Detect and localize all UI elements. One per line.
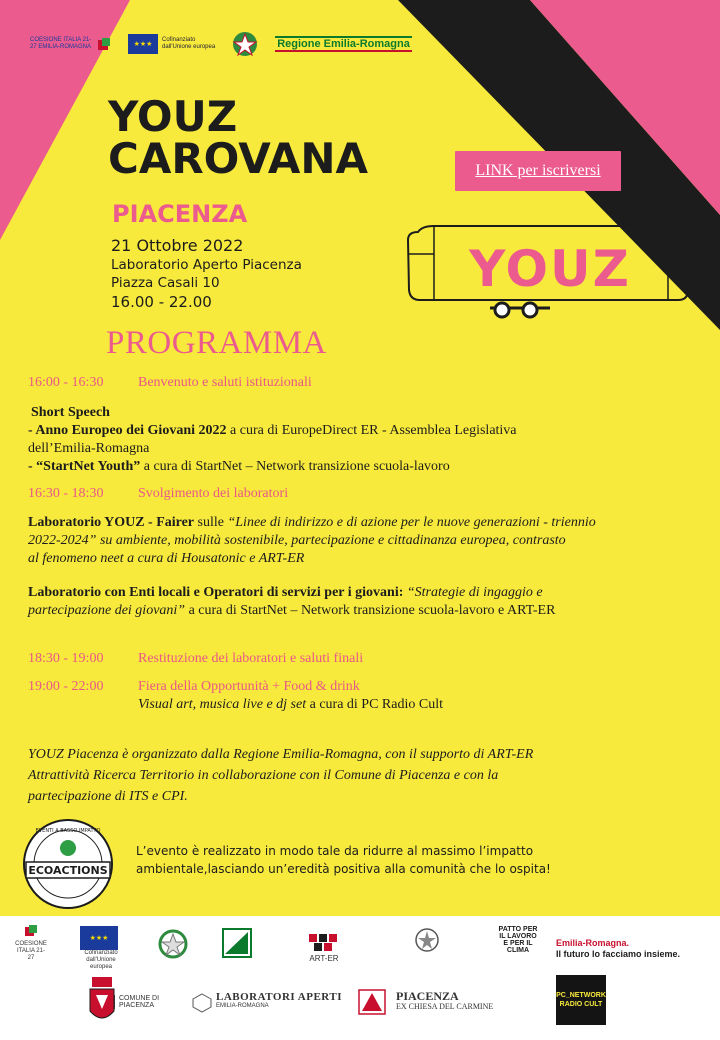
footer-lab-aperti-text: LABORATORI APERTI (216, 991, 342, 1003)
program-text: Restituzione dei laboratori e saluti finali (138, 651, 364, 666)
coesione-cube-icon (23, 924, 39, 938)
event-address: Piazza Casali 10 (111, 275, 220, 291)
program-item-4 (28, 678, 443, 714)
footer-arter-logo (292, 932, 356, 962)
eco-line-1: L’evento è realizzato in modo tale da ridurre al massimo l’impatto (136, 844, 534, 858)
program-item-2 (28, 485, 288, 503)
lab-2-title: Laboratorio con Enti locali e Operatori di servizi per i giovani: (28, 585, 404, 600)
speech-1-text-line2: dell’Emilia-Romagna (28, 441, 150, 456)
footer-er-line-2: Il futuro lo facciamo insieme. (556, 949, 681, 959)
lab-1-block (28, 514, 596, 568)
registration-link-button[interactable]: LINK per iscriversi (455, 151, 621, 191)
speech-2-title: - “StartNet Youth” (28, 459, 141, 474)
footer-comune-text: COMUNE DI PIACENZA (114, 995, 160, 1009)
event-city: PIACENZA (112, 200, 248, 228)
coesione-logo-text: COESIONE ITALIA 21-27 EMILIA-ROMAGNA (30, 37, 92, 50)
arter-squares-icon (309, 932, 339, 952)
organizer-line-3: partecipazione di ITS e CPI. (28, 789, 188, 804)
footer-italian-emblem-icon (158, 928, 188, 960)
eco-badge-text: ECOACTIONS (28, 864, 108, 877)
footer-logos-row-2 (0, 975, 720, 1035)
footer-eu-text: Cofinanziato dall'Unione europea (84, 950, 118, 970)
footer-arter-text: ART-ER (309, 954, 339, 963)
coesione-logo (30, 36, 112, 52)
footer-er-slogan (556, 938, 696, 960)
footer-lab-aperti-logo (216, 991, 342, 1010)
program-time: 16:30 - 18:30 (28, 486, 104, 501)
lab-1-connector: sulle (194, 515, 228, 530)
organizer-note (28, 744, 533, 807)
short-speech-block (28, 404, 517, 476)
lab-1-title: Laboratorio YOUZ - Fairer (28, 515, 195, 530)
program-item-4-italic: Visual art, musica live e dj set (138, 697, 307, 712)
eu-text-2: dall'Unione europea (162, 44, 216, 50)
programma-heading: PROGRAMMA (106, 325, 327, 361)
header-logos (30, 24, 412, 64)
bus-youz-text: YOUZ (469, 240, 631, 298)
footer-regione-icon (222, 928, 252, 960)
footer-patto-logo: PATTO PER IL LAVORO E PER IL CLIMA (498, 926, 538, 954)
footer-coesione-text: COESIONE ITALIA 21-27 (15, 941, 47, 961)
footer-presidenza-emblem-icon (414, 926, 440, 956)
footer-piacenza-logo (396, 989, 526, 1010)
footer-logos-row-1 (0, 920, 720, 970)
coesione-cube-icon (96, 36, 112, 52)
program-time: 18:30 - 19:00 (28, 651, 104, 666)
program-text: Svolgimento dei laboratori (138, 486, 289, 501)
regione-emilia-romagna-logo: Regione Emilia-Romagna (277, 38, 410, 50)
footer-eu-logo (80, 926, 122, 971)
footer-er-line-1: Emilia-Romagna. (556, 938, 630, 948)
organizer-line-2: Attrattività Ricerca Territorio in collaborazione con il Comune di Piacenza e con la (28, 768, 499, 783)
program-time: 19:00 - 22:00 (28, 679, 104, 694)
title-line-1: YOUZ (108, 92, 238, 141)
program-text: Benvenuto e saluti istituzionali (138, 375, 312, 390)
lab-2-block (28, 584, 555, 620)
italian-republic-emblem-icon (231, 29, 259, 59)
short-speech-heading: Short Speech (31, 405, 110, 420)
lab-1-italic-2-rest: su ambiente, mobilità sostenibile, partecipazione e cittadinanza europea, contrasto (96, 533, 566, 548)
lab-1-italic-1: “Linee di indirizzo e di azione per le nuove generazioni - triennio (227, 515, 596, 530)
eco-line-2: ambientale,lasciando un’eredità positiva alla comunità che lo ospita! (136, 862, 551, 876)
lab-1-italic-3: al fenomeno neet a cura di Housatonic e ART-ER (28, 551, 305, 566)
eu-flag-icon: ★★★ (128, 34, 158, 54)
program-item-1 (28, 374, 312, 392)
eu-logo (128, 34, 215, 54)
footer-pcnetwork-logo: PC_NETWORK RADIO CULT (556, 975, 606, 1025)
footer-lab-aperti-sub: EMILIA-ROMAGNA (216, 1003, 269, 1009)
ecoactions-badge-icon (22, 818, 114, 910)
lab-2-text: a cura di StartNet – Network transizione scuola-lavoro e ART-ER (185, 603, 556, 618)
lab-2-italic-1: “Strategie di ingaggio e (403, 585, 543, 600)
footer-piacenza-sub: EX CHIESA DEL CARMINE (396, 1002, 494, 1011)
organizer-line-1: YOUZ Piacenza è organizzato dalla Regione Emilia-Romagna, con il supporto di ART-ER (28, 747, 534, 762)
piacenza-carmine-icon (358, 989, 386, 1015)
speech-2-text: a cura di StartNet – Network transizione scuola-lavoro (140, 459, 450, 474)
program-item-3 (28, 650, 363, 668)
program-time: 16:00 - 16:30 (28, 375, 104, 390)
eu-flag-icon: ★★★ (80, 926, 118, 950)
program-text: Fiera della Opportunità + Food & drink (138, 679, 360, 694)
footer-piacenza-text: PIACENZA (396, 989, 459, 1003)
title-line-2: CAROVANA (108, 134, 369, 183)
eco-statement (136, 842, 551, 878)
lab-2-italic-2: partecipazione dei giovani” (28, 603, 186, 618)
event-venue: Laboratorio Aperto Piacenza (111, 257, 302, 273)
laboratori-aperti-icon (192, 993, 212, 1013)
youz-bus-illustration (400, 220, 692, 324)
footer-coesione-logo (14, 924, 48, 962)
lab-1-italic-2: 2022-2024” (28, 533, 97, 548)
event-details (111, 236, 302, 312)
event-hours: 16.00 - 22.00 (111, 293, 212, 311)
program-item-4-rest: a cura di PC Radio Cult (306, 697, 443, 712)
speech-1-text: a cura di EuropeDirect ER - Assemblea Legislativa (226, 423, 517, 438)
event-date: 21 Ottobre 2022 (111, 236, 244, 255)
comune-piacenza-crest-icon (88, 977, 116, 1027)
eu-text-1: Cofinanziato (162, 37, 196, 43)
eco-badge-ring-text: EVENTI A BASSO IMPATTO (35, 828, 101, 834)
speech-1-title: - Anno Europeo dei Giovani 2022 (28, 423, 227, 438)
event-title (108, 92, 369, 183)
